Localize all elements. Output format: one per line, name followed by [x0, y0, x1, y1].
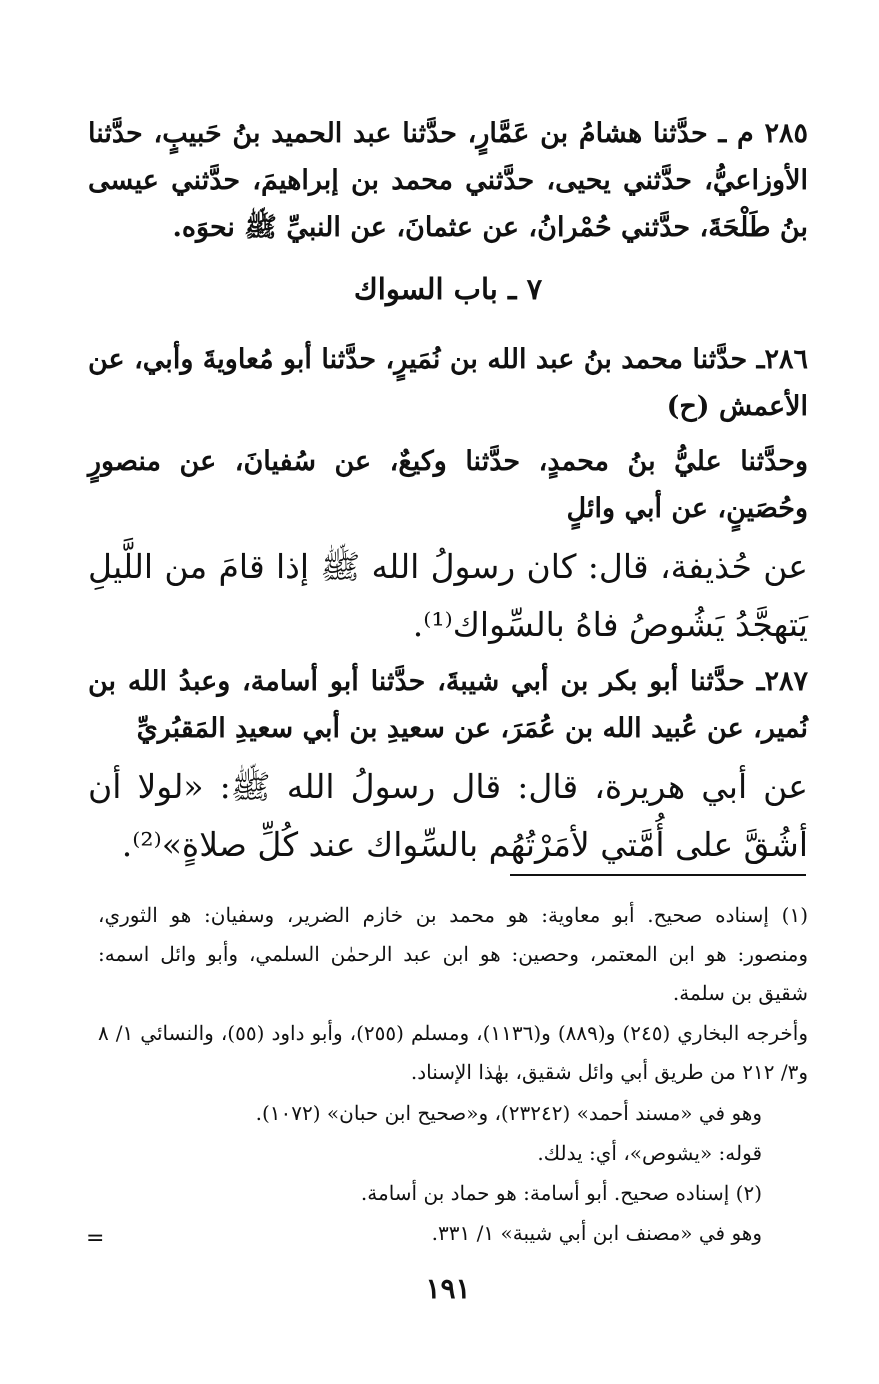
- footnote-separator: [510, 874, 806, 876]
- hadith-286-isnad-2: وحدَّثنا عليُّ بنُ محمدٍ، حدَّثنا وكيعٌ، عن سُفيانَ، عن منصورٍ وحُصَينٍ، عن أبي وائلٍ: [88, 446, 808, 524]
- hadith-286-isnad-1: ٢٨٦ـ حدَّثنا محمد بنُ عبد الله بن نُمَيرٍ، حدَّثنا أبو مُعاويةَ وأبي، عن الأعمش (ح): [88, 344, 808, 422]
- chapter-title: ٧ ـ باب السواك: [353, 272, 543, 306]
- hadith-286-matn: عن حُذيفة، قال: كان رسولُ الله ﷺ إذا قامَ من اللَّيلِ يَتهجَّدُ يَشُوصُ فاهُ بالسِّواك⁽¹⁾.: [88, 547, 808, 644]
- footnote-2-paragraph-2: وهو في «مصنف ابن أبي شيبة» ١/ ٣٣١.: [431, 1221, 762, 1245]
- footnote-1-paragraph-4: قوله: «يشوص»، أي: يدلك.: [537, 1141, 762, 1165]
- continuation-mark: =: [86, 1226, 105, 1251]
- hadith-287-isnad: ٢٨٧ـ حدَّثنا أبو بكر بن أبي شيبةَ، حدَّثنا أبو أسامة، وعبدُ الله بن نُمير، عن عُبيد الله بن عُمَرَ، عن سعيدِ بن أبي سعيدِ المَقبُريِّ: [88, 666, 808, 744]
- hadith-287-matn: عن أبي هريرة، قال: قال رسولُ الله ﷺ: «لولا أن أشُقَّ على أُمَّتي لأمَرْتُهُم بالسِّواك عند كُلِّ صلاةٍ»⁽²⁾.: [88, 767, 808, 864]
- hadith-285-text: ٢٨٥ م ـ حدَّثنا هشامُ بن عَمَّارٍ، حدَّثنا عبد الحميد بنُ حَبيبٍ، حدَّثنا الأوزاعيُّ، حدَّثني يحيى، حدَّثني محمد بن إبراهيمَ، حدَّثني عيسى بنُ طَلْحَةَ، حدَّثني حُمْرانُ، عن عثمانَ، عن النبيِّ ﷺ نحوَه.: [88, 118, 808, 243]
- page-number: ١٩١: [425, 1272, 471, 1305]
- footnote-2-paragraph-1: (٢) إسناده صحيح. أبو أسامة: هو حماد بن أسامة.: [360, 1181, 762, 1205]
- footnote-1-paragraph-3: وهو في «مسند أحمد» (٢٣٢٤٢)، و«صحيح ابن حبان» (١٠٧٢).: [255, 1101, 762, 1125]
- footnote-1-paragraph-2: وأخرجه البخاري (٢٤٥) و(٨٨٩) و(١١٣٦)، ومسلم (٢٥٥)، وأبو داود (٥٥)، والنسائي ١/ ٨ و٣/ ٢١٢ من طريق أبي وائل شقيق، بهٰذا الإسناد.: [98, 1021, 808, 1084]
- footnote-1-paragraph-1: (١) إسناده صحيح. أبو معاوية: هو محمد بن خازم الضرير، وسفيان: هو الثوري، ومنصور: هو ابن المعتمر، وحصين: هو ابن عبد الرحمٰن السلمي، وأبو وائل اسمه: شقيق بن سلمة.: [98, 903, 808, 1005]
